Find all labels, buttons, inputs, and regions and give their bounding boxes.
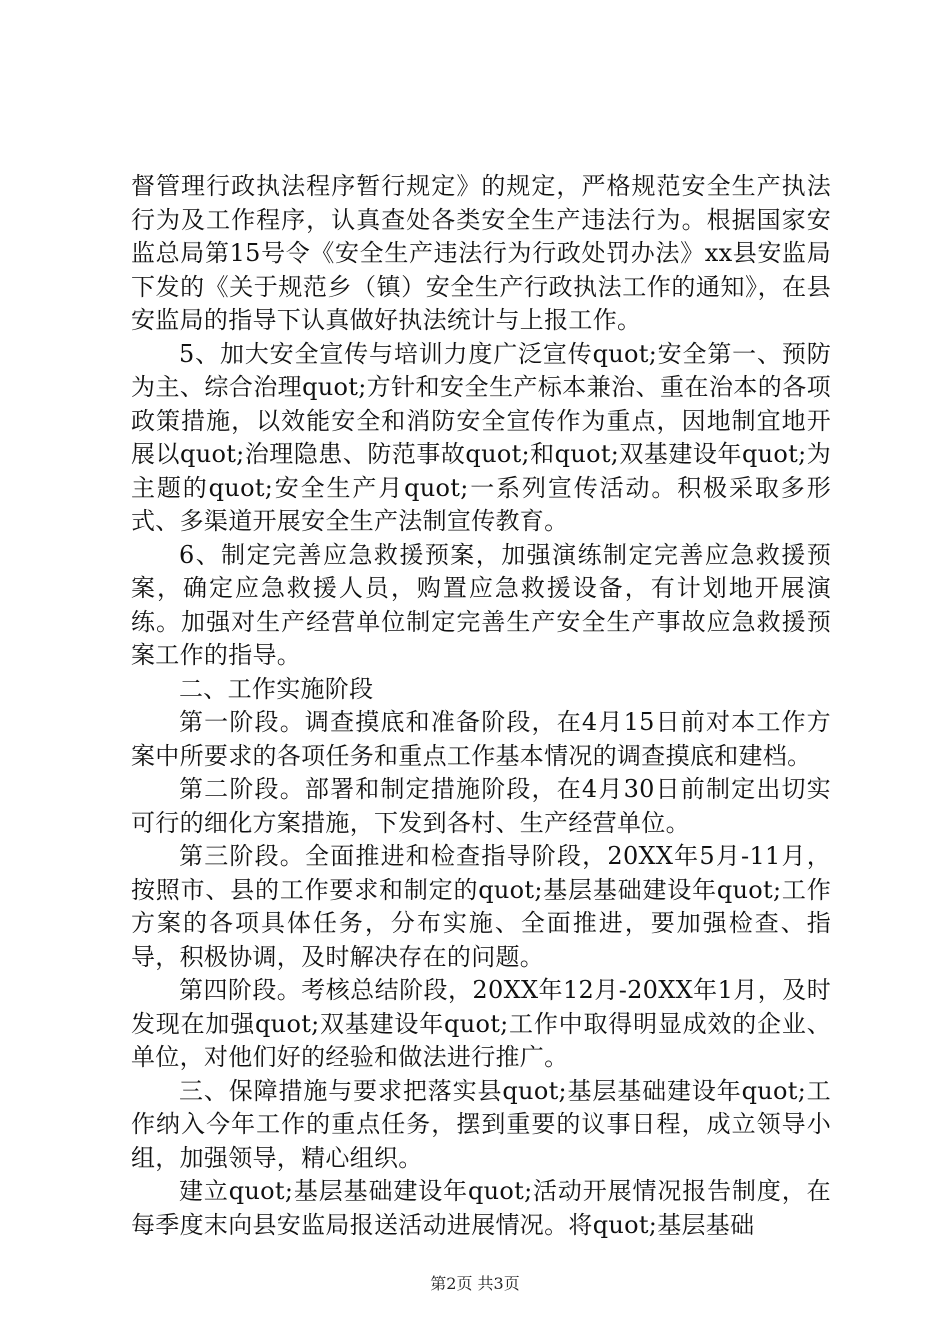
document-body bbox=[131, 170, 831, 1242]
paragraph-continuation: 督管理行政执法程序暂行规定》的规定，严格规范安全生产执法行为及工作程序，认真查处各类安全生产违法行为。根据国家安监总局第15号令《安全生产违法行为行政处罚办法》xx县安监局下发的《关于规范乡（镇）安全生产行政执法工作的通知》，在县安监局的指导下认真做好执法统计与上报工作。 bbox=[131, 172, 831, 334]
paragraph-item-5: 5、加大安全宣传与培训力度广泛宣传quot;安全第一、预防为主、综合治理quot;方针和安全生产标本兼治、重在治本的各项政策措施，以效能安全和消防安全宣传作为重点，因地制宜地开展以quot;治理隐患、防范事故quot;和quot;双基建设年quot;为主题的quot;安全生产月quot;一系列宣传活动。积极采取多形式、多渠道开展安全生产法制宣传教育。 bbox=[131, 339, 831, 535]
paragraph-reporting-system: 建立quot;基层基础建设年quot;活动开展情况报告制度，在每季度末向县安监局报送活动进展情况。将quot;基层基础 bbox=[131, 1177, 831, 1239]
paragraph-safeguard-measures: 三、保障措施与要求把落实县quot;基层基础建设年quot;工作纳入今年工作的重点任务，摆到重要的议事日程，成立领导小组，加强领导，精心组织。 bbox=[131, 1076, 831, 1172]
paragraph-item-6: 6、制定完善应急救援预案，加强演练制定完善应急救援预案，确定应急救援人员，购置应急救援设备，有计划地开展演练。加强对生产经营单位制定完善生产安全生产事故应急救援预案工作的指导。 bbox=[131, 540, 831, 669]
paragraph-stage-2: 第二阶段。部署和制定措施阶段，在4月30日前制定出切实可行的细化方案措施，下发到各村、生产经营单位。 bbox=[131, 775, 831, 837]
page-number-footer: 第2页 共3页 bbox=[430, 1274, 520, 1293]
paragraph-stage-1: 第一阶段。调查摸底和准备阶段，在4月15日前对本工作方案中所要求的各项任务和重点工作基本情况的调查摸底和建档。 bbox=[131, 708, 831, 770]
paragraph-stage-4: 第四阶段。考核总结阶段，20XX年12月-20XX年1月，及时发现在加强quot;双基建设年quot;工作中取得明显成效的企业、单位，对他们好的经验和做法进行推广。 bbox=[131, 976, 831, 1071]
section-heading-implementation-stages: 二、工作实施阶段 bbox=[179, 674, 374, 703]
paragraph-stage-3: 第三阶段。全面推进和检查指导阶段，20XX年5月-11月，按照市、县的工作要求和制定的quot;基层基础建设年quot;工作方案的各项具体任务，分布实施、全面推进，要加强检查、指导，积极协调，及时解决存在的问题。 bbox=[131, 842, 831, 971]
